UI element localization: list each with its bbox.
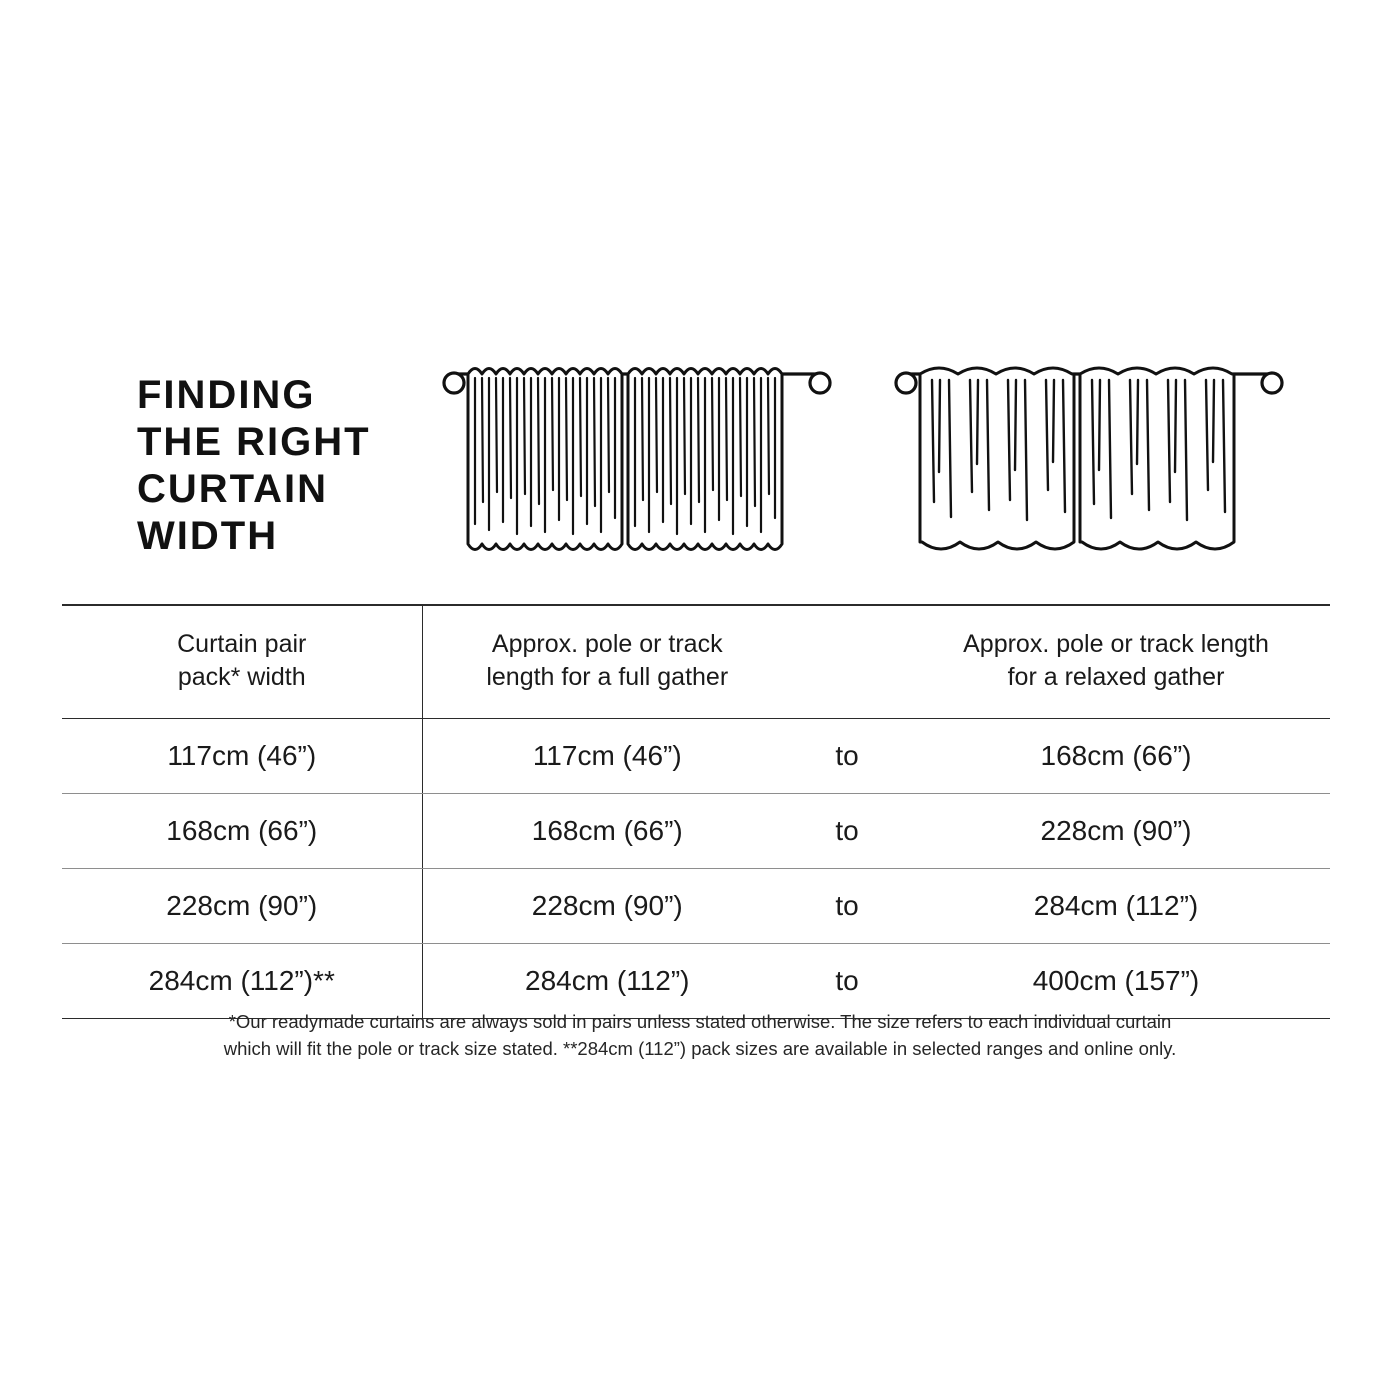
cell-full-gather: 284cm (112”) [422,944,792,1019]
table-header-row [62,606,1330,719]
cell-to-label: to [792,869,902,944]
column-header-pack-width-line2: pack* width [177,663,306,691]
cell-pack-width: 117cm (46”) [62,719,422,794]
column-header-pack-width [62,606,422,719]
cell-full-gather: 117cm (46”) [422,719,792,794]
cell-to-label: to [792,944,902,1019]
table-row [62,869,1330,944]
header-area [62,352,1330,602]
cell-to-label: to [792,794,902,869]
column-header-full-gather-line1: Approx. pole or track [491,630,723,658]
cell-full-gather: 228cm (90”) [422,869,792,944]
column-header-relaxed-gather-line2: for a relaxed gather [1007,663,1225,691]
curtain-size-table [62,606,1330,1019]
column-header-spacer [792,606,902,719]
cell-relaxed-gather: 168cm (66”) [902,719,1330,794]
full-gather-curtain-illustration [442,352,832,572]
relaxed-gather-curtain-illustration [894,352,1284,572]
footnote [130,1008,1270,1062]
table-body [62,719,1330,1019]
table-row [62,794,1330,869]
cell-relaxed-gather: 400cm (157”) [902,944,1330,1019]
column-header-relaxed-gather-line1: Approx. pole or track length [963,630,1269,658]
table-header [62,606,1330,719]
cell-relaxed-gather: 284cm (112”) [902,869,1330,944]
column-header-full-gather [422,606,792,719]
cell-pack-width: 228cm (90”) [62,869,422,944]
footnote-line-2: which will fit the pole or track size stated. **284cm (112”) pack sizes are available in selected ranges and online only. [223,1038,1177,1059]
curtain-size-table-wrapper [62,606,1330,1019]
cell-to-label: to [792,719,902,794]
title-line-3: CURTAIN [137,467,329,511]
column-header-relaxed-gather [902,606,1330,719]
table-row [62,719,1330,794]
cell-pack-width: 284cm (112”)** [62,944,422,1019]
column-header-pack-width-line1: Curtain pair [177,630,307,658]
footnote-line-1: *Our readymade curtains are always sold in pairs unless stated otherwise. The size refers to each individual curtain [228,1011,1172,1032]
title-line-1: FINDING [137,373,316,417]
page-title [62,352,371,560]
cell-pack-width: 168cm (66”) [62,794,422,869]
title-line-4: WIDTH [137,514,279,558]
column-header-full-gather-line2: length for a full gather [486,663,729,691]
cell-relaxed-gather: 228cm (90”) [902,794,1330,869]
title-line-2: THE RIGHT [137,420,371,464]
cell-full-gather: 168cm (66”) [422,794,792,869]
